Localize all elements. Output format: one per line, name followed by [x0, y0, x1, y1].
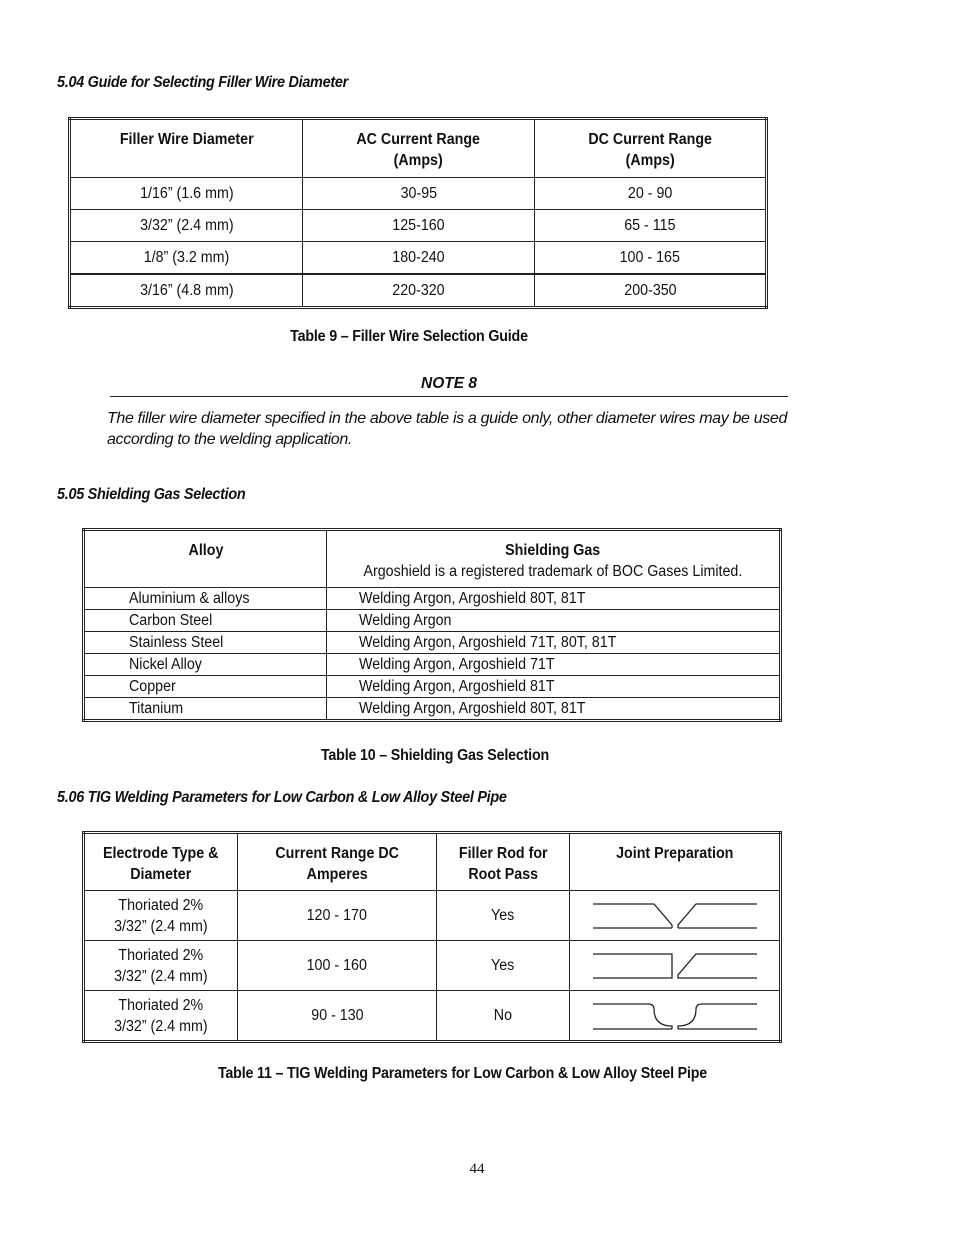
table-row [84, 698, 781, 721]
table-10-caption: Table 10 – Shielding Gas Selection [320, 747, 550, 764]
single-bevel-joint-icon [592, 951, 758, 981]
joint-prep-cell [570, 991, 781, 1042]
electrode-cell: Thoriated 2% 3/32” (2.4 mm) [84, 941, 238, 991]
ac-range-cell: 30-95 [303, 178, 535, 210]
note-text: The filler wire diameter specified in the above table is a guide only, other diameter wires may be used according to the welding application. [107, 410, 787, 448]
col-header-ac-range: AC Current Range (Amps) [303, 119, 535, 178]
gas-cell: Welding Argon, Argoshield 80T, 81T [327, 698, 781, 721]
gas-cell: Welding Argon, Argoshield 71T [327, 654, 781, 676]
diameter-cell: 1/8” (3.2 mm) [70, 242, 303, 275]
section-506-heading: 5.06 TIG Welding Parameters for Low Carbon & Low Alloy Steel Pipe [57, 789, 507, 806]
col-header-dc-range: DC Current Range (Amps) [535, 119, 767, 178]
dc-range-cell: 65 - 115 [535, 210, 767, 242]
dc-range-cell: 200-350 [535, 274, 767, 308]
gas-cell: Welding Argon, Argoshield 80T, 81T [327, 588, 781, 610]
joint-prep-cell [570, 941, 781, 991]
trademark-note: Argoshield is a registered trademark of BOC Gases Limited. [363, 563, 743, 580]
table-9-caption: Table 9 – Filler Wire Selection Guide [290, 328, 528, 345]
table-row [84, 891, 781, 941]
table-row [84, 941, 781, 991]
alloy-cell: Aluminium & alloys [84, 588, 327, 610]
dc-range-cell: 100 - 165 [535, 242, 767, 275]
gas-cell: Welding Argon [327, 610, 781, 632]
table-header-row [84, 833, 781, 891]
col-header-filler-rod: Filler Rod for Root Pass [437, 833, 570, 891]
note-divider [110, 396, 788, 397]
section-504-heading: 5.04 Guide for Selecting Filler Wire Diameter [57, 74, 348, 91]
note-title: NOTE 8 [421, 375, 477, 392]
table-11-caption: Table 11 – TIG Welding Parameters for Low Carbon & Low Alloy Steel Pipe [217, 1065, 708, 1082]
electrode-cell: Thoriated 2% 3/32” (2.4 mm) [84, 991, 238, 1042]
col-header-shielding-gas: Shielding Gas Argoshield is a registered trademark of BOC Gases Limited. [327, 530, 781, 588]
table-row [70, 242, 767, 275]
alloy-cell: Titanium [84, 698, 327, 721]
page-number: 44 [469, 1161, 485, 1177]
filler-rod-cell: Yes [437, 891, 570, 941]
filler-rod-cell: No [437, 991, 570, 1042]
electrode-cell: Thoriated 2% 3/32” (2.4 mm) [84, 891, 238, 941]
dc-range-cell: 20 - 90 [535, 178, 767, 210]
table-row [84, 991, 781, 1042]
col-header-joint-prep: Joint Preparation [570, 833, 781, 891]
shielding-gas-table [82, 528, 782, 722]
ac-range-cell: 125-160 [303, 210, 535, 242]
diameter-cell: 3/32” (2.4 mm) [70, 210, 303, 242]
table-row [70, 178, 767, 210]
table-row [84, 654, 781, 676]
section-505-heading: 5.05 Shielding Gas Selection [57, 486, 246, 503]
tig-parameters-table [82, 831, 782, 1043]
filler-rod-cell: Yes [437, 941, 570, 991]
table-header-row [70, 119, 767, 178]
table-row [84, 588, 781, 610]
alloy-cell: Stainless Steel [84, 632, 327, 654]
col-header-current-range: Current Range DC Amperes [238, 833, 437, 891]
current-range-cell: 100 - 160 [238, 941, 437, 991]
table-row [84, 676, 781, 698]
col-header-alloy: Alloy [84, 530, 327, 588]
table-row [84, 610, 781, 632]
col-header-electrode: Electrode Type & Diameter [84, 833, 238, 891]
gas-cell: Welding Argon, Argoshield 81T [327, 676, 781, 698]
alloy-cell: Copper [84, 676, 327, 698]
diameter-cell: 1/16” (1.6 mm) [70, 178, 303, 210]
current-range-cell: 120 - 170 [238, 891, 437, 941]
table-row [70, 210, 767, 242]
table-row [70, 274, 767, 308]
filler-wire-table [68, 117, 768, 309]
diameter-cell: 3/16” (4.8 mm) [70, 274, 303, 308]
alloy-cell: Carbon Steel [84, 610, 327, 632]
u-groove-joint-icon [592, 1000, 758, 1032]
gas-cell: Welding Argon, Argoshield 71T, 80T, 81T [327, 632, 781, 654]
ac-range-cell: 180-240 [303, 242, 535, 275]
alloy-cell: Nickel Alloy [84, 654, 327, 676]
table-row [84, 632, 781, 654]
ac-range-cell: 220-320 [303, 274, 535, 308]
col-header-diameter: Filler Wire Diameter [70, 119, 303, 178]
current-range-cell: 90 - 130 [238, 991, 437, 1042]
joint-prep-cell [570, 891, 781, 941]
table-header-row [84, 530, 781, 588]
single-v-bevel-joint-icon [592, 901, 758, 931]
